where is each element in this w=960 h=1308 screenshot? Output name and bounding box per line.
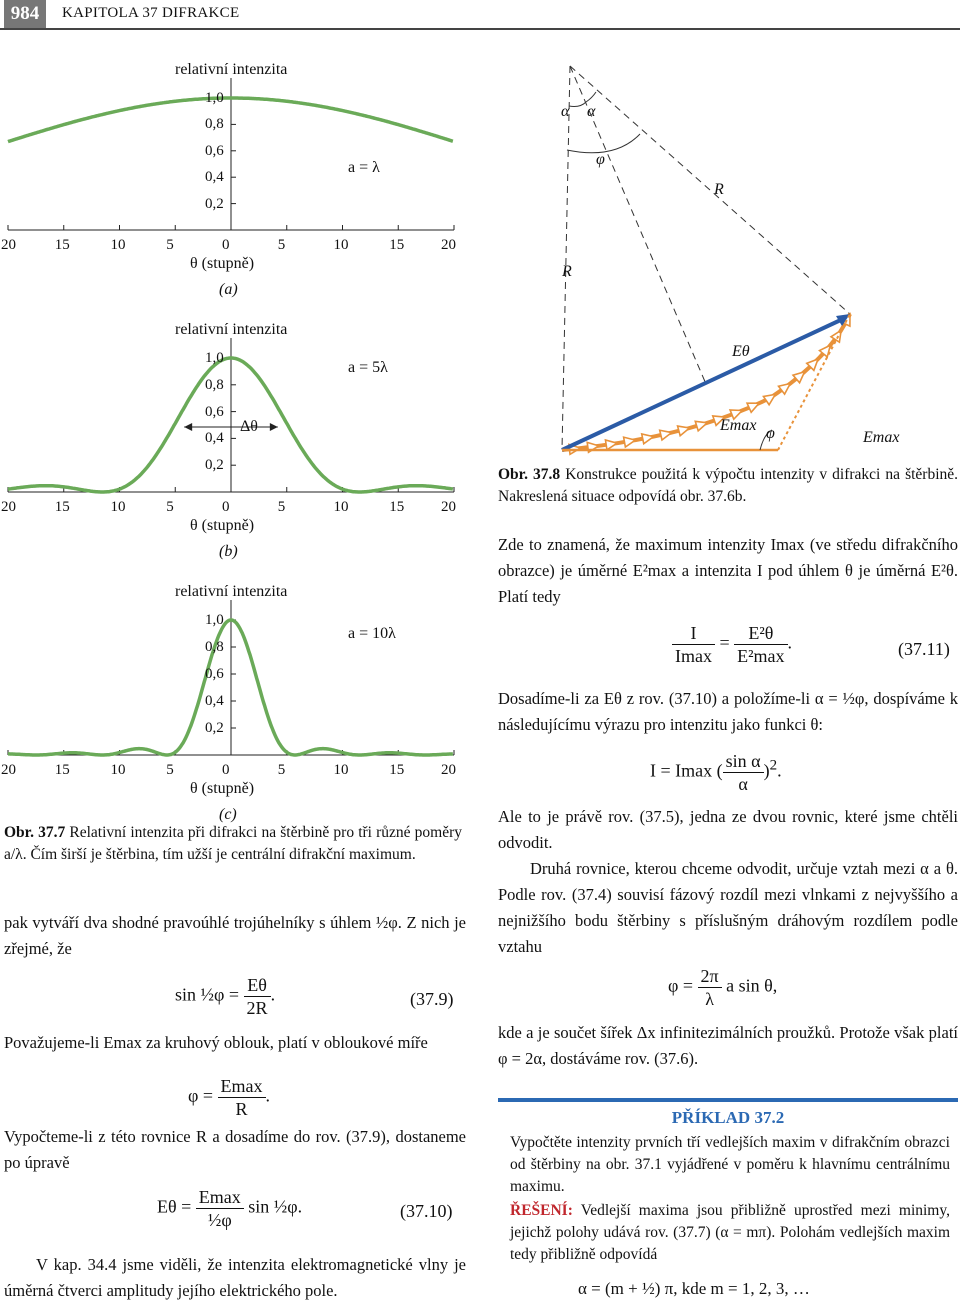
paragraph: Druhá rovnice, kterou chceme odvodit, určuje vztah mezi α a θ. Podle rov. (37.4) souvisí fázový rozdíl mezi vlnkami z nejvyššího a nejnižšího bodu štěrbiny s příslušným dráhovým rozdílem podle vztahu [498, 859, 958, 956]
phasor-arrowhead [660, 428, 673, 440]
eq-numerator: sin α [723, 750, 764, 773]
x-axis-label: θ (stupně) [190, 255, 255, 272]
equation-phase [668, 965, 777, 1010]
equation-number: (37.11) [898, 639, 950, 659]
y-tick-label: 0,2 [205, 457, 224, 474]
x-tick-label: 15 [54, 237, 70, 253]
x-tick-label: 0 [222, 237, 230, 253]
x-tick-label: 5 [166, 237, 174, 253]
eq-numerator: Emax [196, 1186, 244, 1209]
y-tick-label: 0,8 [205, 376, 224, 393]
eq-lhs: φ = [668, 975, 694, 996]
radius-line [570, 66, 850, 314]
radius-line [562, 66, 570, 450]
eq-lhs: φ = [188, 1085, 214, 1106]
slit-ratio-label: a = 5λ [348, 359, 388, 376]
panel-label: (c) [219, 806, 237, 823]
fig37-8-caption [498, 464, 958, 508]
equation-37-10 [157, 1186, 302, 1231]
y-tick-label: 1,0 [205, 612, 224, 628]
x-tick-label: 20 [1, 237, 16, 253]
example-title: PŘÍKLAD 37.2 [671, 1108, 785, 1127]
y-tick-label: 0,2 [205, 720, 224, 736]
etheta-label: Eθ [732, 343, 750, 360]
x-tick-label: 20 [1, 762, 16, 778]
solution-text: Vedlejší maxima jsou přibližně uprostřed mezi minimy, jejichž polohy udává rov. (37.7) (α = mπ). Polohám vedlejších maxim tedy přibližně odpovídá [510, 1202, 950, 1263]
paragraph: Dosadíme-li za Eθ z rov. (37.10) a položíme-li α = ½φ, dospíváme k následujícímu výrazu pro intenzitu jako funkci θ: [498, 689, 958, 734]
example-text: Vypočtěte intenzity prvních tří vedlejších maxim v difrakčním obrazci od štěrbiny na obr. 37.1 vyjádřené v poměru k hlavnímu centrálnímu maximu. [510, 1134, 950, 1195]
x-axis-label: θ (stupně) [190, 517, 255, 534]
y-tick-label: 1,0 [205, 350, 224, 366]
eq-denominator: λ [705, 989, 714, 1009]
x-tick-label: 20 [441, 237, 456, 253]
eq-denominator: 2R [246, 998, 268, 1018]
figure-caption-text: Relativní intenzita při difrakci na štěrbině pro tři různé poměry a/λ. Čím širší je štěrbina, tím užší je centrální difrakční maximum. [4, 824, 462, 863]
y-tick-label: 0,4 [205, 430, 224, 447]
eq-rhs: sin ½φ. [248, 1196, 303, 1217]
x-tick-label: 10 [110, 499, 126, 515]
y-axis-label: relativní intenzita [175, 583, 288, 600]
phasor-arrowhead [624, 435, 637, 447]
eq-numerator: 2π [698, 965, 722, 988]
y-tick-label: 0,8 [205, 639, 224, 655]
y-axis-label: relativní intenzita [175, 321, 288, 338]
x-tick-label: 15 [389, 499, 405, 515]
paragraph: Zde to znamená, že maximum intenzity Imax (ve středu difrakčního obrazce) je úměrné E²max a intenzita I pod úhlem θ je úměrná E²θ. Platí tedy [498, 535, 958, 606]
eq-denominator: R [235, 1099, 248, 1119]
emax-label: Emax [863, 429, 900, 446]
x-tick-label: 5 [166, 762, 174, 778]
fig37-7-plots [0, 30, 480, 860]
alpha-label: α [587, 103, 596, 120]
x-tick-label: 0 [222, 762, 230, 778]
example-equation: α = (m + ½) π, kde m = 1, 2, 3, … [578, 1279, 810, 1298]
paragraph: kde a je součet šířek Δx infinitezimálních proužků. Protože však platí φ = 2α, dostáváme rov. (37.6). [498, 1023, 958, 1068]
x-tick-label: 5 [277, 237, 286, 253]
equation-37-11: $\frac{I}{Imax}$ = $\frac{\text{E²θ}}{\text{E²max}}$ . [672, 622, 792, 667]
equation-37-9: sin ½φ = $\frac{E\theta}{2R}$ . [175, 975, 276, 1018]
page-number: 984 [4, 0, 46, 28]
x-tick-label: 10 [333, 237, 349, 253]
y-tick-label: 0,2 [205, 195, 224, 212]
alpha-label: α [561, 103, 570, 120]
eq-numerator: E²θ [734, 622, 787, 645]
x-tick-label: 15 [389, 237, 405, 253]
equation-intensity: I = Imax ( $\frac{\text{sin α}}{\alpha}$ )$^2$. [650, 751, 782, 794]
x-tick-label: 10 [110, 237, 126, 253]
eq-denominator: Imax [675, 646, 712, 666]
eq-lhs: sin ½φ = [175, 984, 240, 1005]
x-tick-label: 10 [110, 762, 126, 778]
delta-theta-arrowhead [270, 423, 278, 431]
delta-theta-label: Δθ [240, 418, 258, 435]
solution [510, 1200, 950, 1266]
x-tick-label: 0 [222, 499, 230, 515]
y-axis-label: relativní intenzita [175, 61, 288, 78]
y-tick-label: 0,6 [205, 142, 224, 159]
fig37-7-caption [4, 822, 462, 866]
eq-numerator: I [672, 622, 715, 645]
eq-lhs: Eθ = [157, 1196, 192, 1217]
eq-numerator: Emax [218, 1075, 266, 1098]
y-tick-label: 0,8 [205, 116, 224, 133]
eq-rhs: a sin θ, [726, 975, 778, 996]
phi-label: φ [766, 425, 775, 442]
x-tick-label: 15 [54, 499, 70, 515]
x-tick-label: 10 [333, 499, 349, 515]
y-tick-label: 0,4 [205, 693, 224, 709]
eq-denominator: ½φ [207, 1210, 232, 1230]
solution-label: ŘEŠENÍ: [510, 1202, 573, 1219]
equation-number: (37.10) [400, 1201, 453, 1221]
radius-label: R [562, 263, 572, 280]
paragraph: pak vytváří dva shodné pravoúhlé trojúhelníky s úhlem ½φ. Z nich je zřejmé, že [4, 913, 466, 958]
paragraph: Vypočteme-li z této rovnice R a dosadíme do rov. (37.9), dostaneme po úpravě [4, 1127, 466, 1172]
resultant-vector [562, 318, 845, 450]
slit-ratio-label: a = 10λ [348, 625, 396, 642]
y-tick-label: 0,4 [205, 169, 224, 186]
slit-ratio-label: a = λ [348, 159, 380, 176]
paragraph: Ale to je právě rov. (37.5), jedna ze dvou rovnic, které jsme chtěli odvodit. [498, 807, 958, 852]
eq-denominator: α [738, 774, 748, 794]
y-tick-label: 1,0 [205, 90, 224, 106]
phasor-arrowhead [605, 438, 617, 450]
paragraph: V kap. 34.4 jsme viděli, že intenzita elektromagnetické vlny je úměrná čtverci amplitudy jejího elektrického pole. [4, 1255, 466, 1300]
x-axis-label: θ (stupně) [190, 780, 255, 797]
intensity-curve [8, 358, 453, 492]
eq-lhs: I = Imax [650, 760, 713, 781]
eq-denominator: E²max [737, 646, 785, 666]
equation-number: (37.9) [410, 989, 454, 1009]
panel-label: (b) [219, 543, 238, 560]
running-title: KAPITOLA 37 DIFRAKCE [62, 5, 240, 21]
y-tick-label: 0,6 [205, 403, 224, 420]
phasor-arrowhead [642, 432, 655, 444]
x-tick-label: 20 [441, 762, 456, 778]
x-tick-label: 20 [441, 499, 456, 515]
figure-label: Obr. 37.7 [4, 824, 66, 841]
figure-label: Obr. 37.8 [498, 466, 561, 483]
panel-label: (a) [219, 281, 238, 298]
x-tick-label: 15 [389, 762, 405, 778]
figure-caption-text: Konstrukce použitá k výpočtu intenzity v difrakci na štěrbině. Nakreslená situace odpovídá obr. 37.6b. [498, 466, 959, 505]
alpha-arc [569, 102, 586, 107]
x-tick-label: 5 [166, 499, 174, 515]
x-tick-label: 10 [333, 762, 349, 778]
intensity-curve [8, 98, 453, 142]
example-box [498, 1098, 958, 1308]
equation-phi: φ = $\frac{Emax}{R}$ . [188, 1076, 271, 1119]
y-tick-label: 0,6 [205, 666, 224, 682]
phasor-arrowhead [678, 423, 691, 436]
page-header [0, 0, 960, 30]
phasor-arrowhead [747, 399, 761, 413]
eq-numerator: Eθ [244, 974, 271, 997]
delta-theta-arrowhead [184, 423, 192, 431]
x-tick-label: 20 [1, 499, 16, 515]
x-tick-label: 15 [54, 762, 70, 778]
emax-label: Emax [720, 417, 757, 434]
fig37-8-diagram [540, 58, 960, 463]
paragraph: Považujeme-li Emax za kruhový oblouk, platí v obloukové míře [4, 1033, 428, 1052]
radius-label: R [714, 181, 724, 198]
x-tick-label: 5 [277, 762, 286, 778]
alpha-arc [586, 92, 596, 102]
x-tick-label: 5 [277, 499, 286, 515]
phi-label: φ [596, 151, 605, 168]
